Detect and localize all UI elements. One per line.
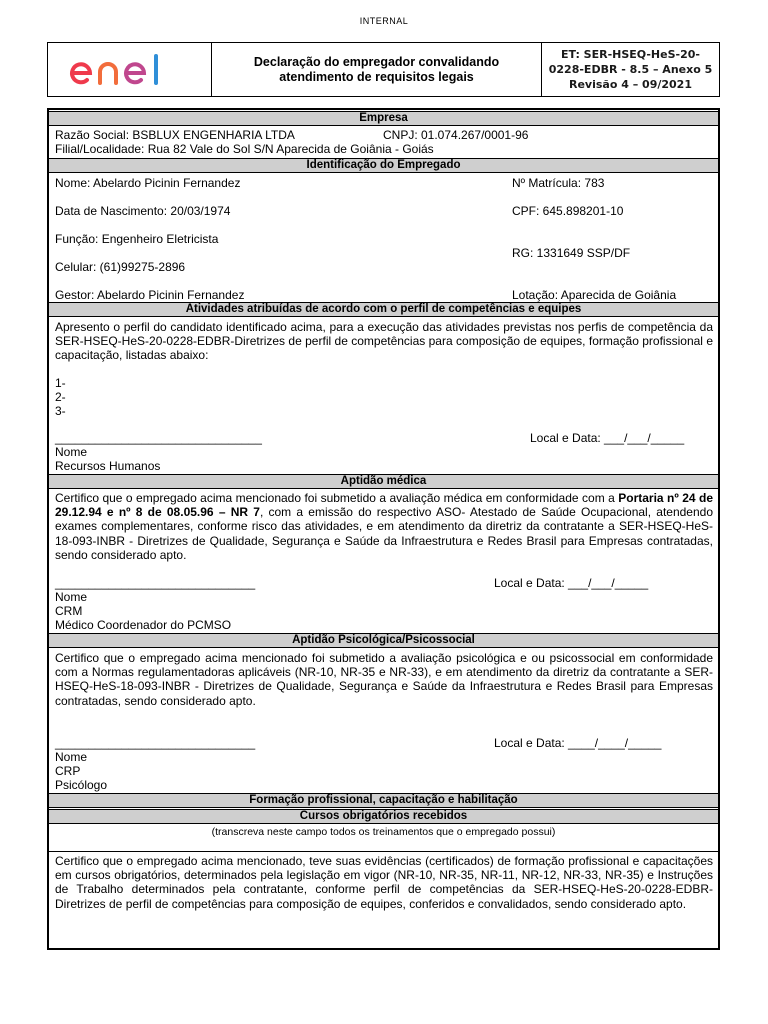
section-empregado-heading: Identificação do Empregado xyxy=(49,158,718,173)
medical-signature-crm: CRM xyxy=(55,604,83,618)
section-cursos-heading: Cursos obrigatórios recebidos xyxy=(49,809,718,824)
enel-logo-icon xyxy=(68,53,192,87)
employee-name: Nome: Abelardo Picinin Fernandez xyxy=(55,176,241,190)
code-line-3: Revisão 4 – 09/2021 xyxy=(569,78,692,91)
document-title: Declaração do empregador convalidando atendimento de requisitos legais xyxy=(212,43,542,96)
cursos-note: (transcreva neste campo todos os treinamentos que o empregado possui) xyxy=(211,826,556,838)
psico-signature-role: Psicólogo xyxy=(55,778,108,792)
hr-local-date: Local e Data: ___/___/_____ xyxy=(530,431,685,445)
enel-logo xyxy=(48,43,212,96)
filial-localidade: Filial/Localidade: Rua 82 Vale do Sol S/N Aparecida de Goiânia - Goiás xyxy=(55,142,434,156)
hr-signature-name: Nome xyxy=(55,445,88,459)
aptidao-psico-text: Certifico que o empregado acima mencionado foi submetido a avaliação psicológica e ou psicossocial em conformidade com a Normas regulamentadoras aplicáveis (NR-10, NR-35 e NR-33), e em atendimento da diretriz da contratante a SER-HSEQ-HeS-18-093-INBR - Diretrizes de Qualidade, Segurança e Saúde da Infraestrutura e Redes Brasil para Empresas contratadas, sendo considerado apto. xyxy=(55,651,713,708)
medical-signature-line: ______________________________ xyxy=(55,576,256,590)
portaria-reference: Portaria nº 24 de 29.12.94 e nº 8 de 08.05.96 – NR 7 xyxy=(55,491,713,520)
psico-local-date: Local e Data: ____/____/_____ xyxy=(494,736,662,750)
hr-signature-role: Recursos Humanos xyxy=(55,459,161,473)
employee-cpf: CPF: 645.898201-10 xyxy=(512,204,624,218)
formacao-text: Certifico que o empregado acima mencionado, teve suas evidências (certificados) de formação profissional e capacitações em cursos obrigatórios, determinados pela legislação em vigor (NR-10, NR-35, NR-11, NR-12, NR-33, NR-35) e Instruções de Trabalho determinados pela contratante, conforme perfil de competências da SER-HSEQ-HeS-20-0228-EDBR-Diretrizes de perfil de competências para composição de equipes, conferidos e convalidados, sendo considerado apto. xyxy=(55,854,713,911)
employee-manager: Gestor: Abelardo Picinin Fernandez xyxy=(55,288,245,302)
medical-signature-name: Nome xyxy=(55,590,88,604)
employee-birthdate: Data de Nascimento: 20/03/1974 xyxy=(55,204,231,218)
logo-text: enel xyxy=(67,52,70,54)
section-aptidao-medica-heading: Aptidão médica xyxy=(49,474,718,489)
psico-signature-name: Nome xyxy=(55,750,88,764)
hr-signature-line: _______________________________ xyxy=(55,431,262,445)
razao-social: Razão Social: BSBLUX ENGENHARIA LTDA xyxy=(55,128,295,142)
cnpj: CNPJ: 01.074.267/0001-96 xyxy=(383,128,529,142)
code-line-2: 0228-EDBR - 8.5 – Anexo 5 xyxy=(548,63,713,76)
section-empresa-heading: Empresa xyxy=(49,111,718,126)
classification-label: INTERNAL xyxy=(359,16,409,26)
aptidao-medica-text: Certifico que o empregado acima mencionado foi submetido a avaliação médica em conformidade com a Portaria nº 24 de 29.12.94 e nº 8 de 08.05.96 – NR 7, com a emissão do respectivo ASO- Atestado de Saúde Ocupacional, atendendo exames complementares, conforme risco das atividades, e em atendimento da diretriz da contratante a SER-HSEQ-HeS-18-093-INBR - Diretrizes de Qualidade, Segurança e Saúde da Infraestrutura e Redes Brasil para Empresas contratadas, sendo considerado apto. xyxy=(55,491,713,562)
employee-function: Função: Engenheiro Eletricista xyxy=(55,232,219,246)
activity-item-1: 1- xyxy=(55,376,66,390)
activity-item-3: 3- xyxy=(55,404,66,418)
document-code xyxy=(542,43,719,96)
medical-signature-role: Médico Coordenador do PCMSO xyxy=(55,618,232,632)
atividades-text: Apresento o perfil do candidato identificado acima, para a execução das atividades previstas nos perfis de competência da SER-HSEQ-HeS-20-0228-EDBR-Diretrizes de perfil de competências para composição de equipes, formação profissional e capacitação, listadas abaixo: xyxy=(55,320,713,363)
activity-item-2: 2- xyxy=(55,390,66,404)
document-header xyxy=(47,42,720,97)
declaration-form xyxy=(47,108,720,950)
cursos-divider xyxy=(49,851,718,852)
employee-matricula: Nº Matrícula: 783 xyxy=(512,176,605,190)
medical-local-date: Local e Data: ___/___/_____ xyxy=(494,576,649,590)
employee-phone: Celular: (61)99275-2896 xyxy=(55,260,186,274)
employee-location: Lotação: Aparecida de Goiânia xyxy=(512,288,677,302)
section-aptidao-psico-heading: Aptidão Psicológica/Psicossocial xyxy=(49,633,718,648)
code-line-1: ET: SER-HSEQ-HeS-20- xyxy=(561,48,700,61)
psico-signature-crp: CRP xyxy=(55,764,81,778)
employee-rg: RG: 1331649 SSP/DF xyxy=(512,246,631,260)
section-atividades-heading: Atividades atribuídas de acordo com o perfil de competências e equipes xyxy=(49,302,718,317)
section-formacao-heading: Formação profissional, capacitação e habilitação xyxy=(49,793,718,808)
psico-signature-line: ______________________________ xyxy=(55,736,256,750)
